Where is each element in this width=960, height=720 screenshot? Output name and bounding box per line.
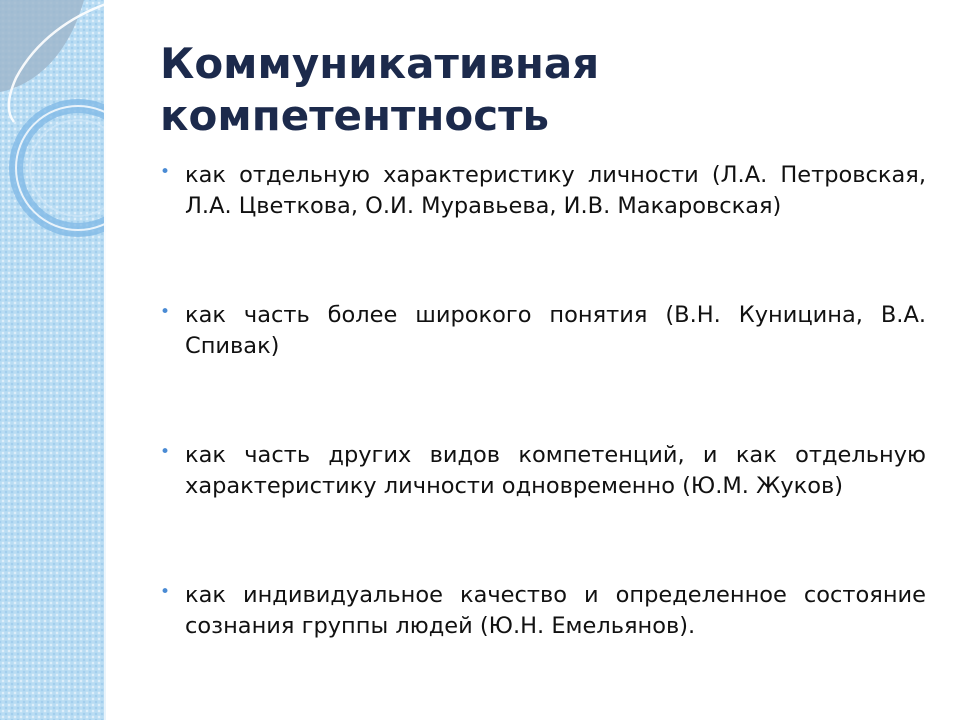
decorative-sidebar bbox=[0, 0, 106, 720]
bullet-text: как индивидуальное качество и определенное состояние сознания группы людей (Ю.Н. Емельянов). bbox=[185, 582, 926, 639]
bullet-text: как часть других видов компетенций, и как отдельную характеристику личности одновременно (Ю.М. Жуков) bbox=[185, 442, 926, 499]
bullet-item bbox=[160, 300, 926, 362]
bullet-text: как отдельную характеристику личности (Л.А. Петровская, Л.А. Цветкова, О.И. Муравьева, И.В. Макаровская) bbox=[185, 162, 926, 219]
bullet-dot-icon: • bbox=[160, 162, 171, 182]
bullet-dot-icon: • bbox=[160, 582, 171, 602]
bullet-item bbox=[160, 440, 926, 502]
bullet-item bbox=[160, 580, 926, 642]
bullet-list bbox=[160, 160, 926, 642]
bullet-dot-icon: • bbox=[160, 302, 171, 322]
bullet-item bbox=[160, 160, 926, 222]
bullet-text: как часть более широкого понятия (В.Н. Куницина, В.А. Спивак) bbox=[185, 302, 926, 359]
bullet-dot-icon: • bbox=[160, 442, 171, 462]
decorative-circles-icon bbox=[0, 0, 106, 720]
slide-title: Коммуникативная компетентность bbox=[160, 39, 600, 140]
